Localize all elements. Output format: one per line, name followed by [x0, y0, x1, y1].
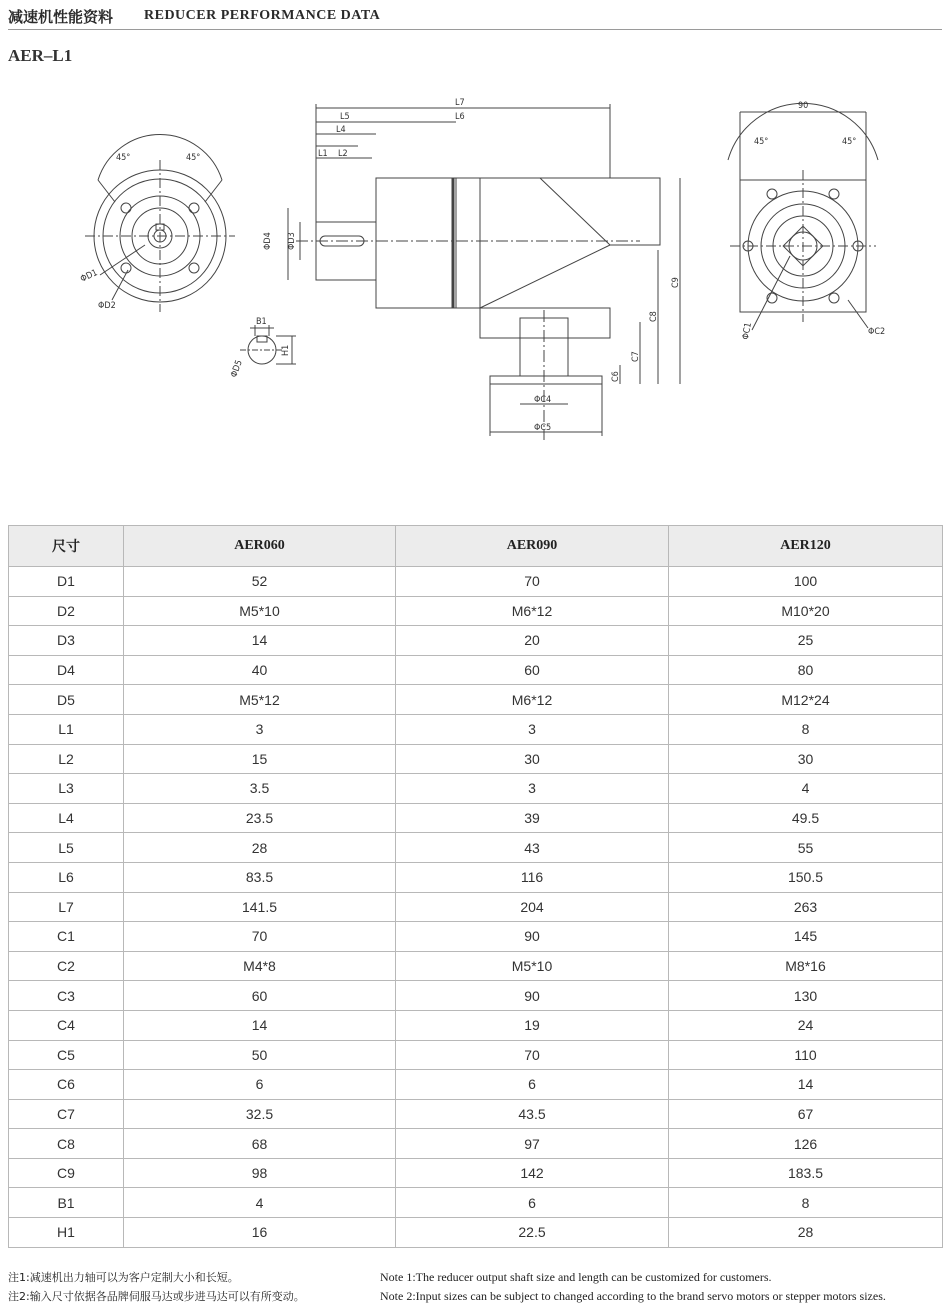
table-row	[9, 774, 943, 804]
table-row	[9, 714, 943, 744]
dimension-cell: L1	[9, 714, 124, 744]
value-cell: 52	[124, 567, 396, 597]
value-cell: 8	[669, 714, 943, 744]
table-row	[9, 981, 943, 1011]
dimension-cell: B1	[9, 1188, 124, 1218]
dimension-cell: D3	[9, 626, 124, 656]
dimension-cell: D4	[9, 655, 124, 685]
dim-d2: ΦD2	[98, 301, 116, 311]
dimension-cell: L6	[9, 862, 124, 892]
value-cell: 6	[396, 1070, 669, 1100]
dim-l4: L4	[336, 125, 346, 135]
dim-c6: C6	[611, 371, 621, 382]
value-cell: 263	[669, 892, 943, 922]
shaft-key-detail	[240, 325, 296, 364]
table-row	[9, 1188, 943, 1218]
table-header-row	[9, 526, 943, 567]
dim-c7: C7	[631, 351, 641, 362]
value-cell: 67	[669, 1099, 943, 1129]
value-cell: 14	[124, 1010, 396, 1040]
value-cell: 23.5	[124, 803, 396, 833]
value-cell: 3	[124, 714, 396, 744]
value-cell: 126	[669, 1129, 943, 1159]
value-cell: M5*10	[396, 951, 669, 981]
value-cell: 83.5	[124, 862, 396, 892]
dimension-cell: L2	[9, 744, 124, 774]
value-cell: 90	[396, 981, 669, 1011]
value-cell: M6*12	[396, 596, 669, 626]
dim-c2: ΦC2	[868, 327, 886, 337]
notes-en	[380, 1268, 886, 1306]
value-cell: 14	[669, 1070, 943, 1100]
table-row	[9, 596, 943, 626]
value-cell: 49.5	[669, 803, 943, 833]
table-row	[9, 892, 943, 922]
dim-l7: L7	[455, 98, 465, 108]
dim-c8: C8	[649, 311, 659, 322]
dimension-cell: L7	[9, 892, 124, 922]
performance-table	[8, 525, 943, 1248]
table-row	[9, 744, 943, 774]
value-cell: 70	[396, 567, 669, 597]
value-cell: 142	[396, 1158, 669, 1188]
table-row	[9, 1158, 943, 1188]
dim-d4: ΦD4	[263, 232, 273, 250]
dim-h1: H1	[281, 344, 291, 356]
note-en-2: Note 2:Input sizes can be subject to changed according to the brand servo motors or stepper motors sizes.	[380, 1289, 886, 1303]
dim-d3: ΦD3	[287, 232, 297, 250]
dimension-cell: C2	[9, 951, 124, 981]
value-cell: 20	[396, 626, 669, 656]
title-en: REDUCER PERFORMANCE DATA	[144, 8, 381, 23]
value-cell: M4*8	[124, 951, 396, 981]
value-cell: M10*20	[669, 596, 943, 626]
dimension-cell: C6	[9, 1070, 124, 1100]
table-row	[9, 1070, 943, 1100]
value-cell: 97	[396, 1129, 669, 1159]
dimension-cell: C7	[9, 1099, 124, 1129]
value-cell: 55	[669, 833, 943, 863]
table-row	[9, 655, 943, 685]
dim-c4: ΦC4	[534, 395, 552, 405]
note-cn-2: 注2:输入尺寸依据各品牌伺服马达或步进马达可以有所变动。	[8, 1290, 305, 1303]
dimension-cell: C8	[9, 1129, 124, 1159]
value-cell: 28	[669, 1218, 943, 1248]
value-cell: M6*12	[396, 685, 669, 715]
value-cell: 25	[669, 626, 943, 656]
dim-c1: ΦC1	[741, 321, 754, 341]
dimension-cell: D1	[9, 567, 124, 597]
table-row	[9, 1010, 943, 1040]
value-cell: 6	[124, 1070, 396, 1100]
value-cell: 130	[669, 981, 943, 1011]
dim-l5: L5	[340, 112, 350, 122]
value-cell: 98	[124, 1158, 396, 1188]
dimension-cell: C5	[9, 1040, 124, 1070]
table-row	[9, 626, 943, 656]
table-row	[9, 862, 943, 892]
value-cell: 40	[124, 655, 396, 685]
value-cell: 141.5	[124, 892, 396, 922]
value-cell: 3	[396, 774, 669, 804]
value-cell: 32.5	[124, 1099, 396, 1129]
value-cell: 68	[124, 1129, 396, 1159]
dim-angle-3: 45°	[754, 137, 769, 147]
table-row	[9, 1040, 943, 1070]
table-row	[9, 951, 943, 981]
value-cell: 70	[124, 922, 396, 952]
value-cell: 4	[124, 1188, 396, 1218]
value-cell: M12*24	[669, 685, 943, 715]
dim-l2: L2	[338, 149, 348, 159]
value-cell: 30	[669, 744, 943, 774]
dimension-cell: C1	[9, 922, 124, 952]
note-cn-1: 注1:减速机出力轴可以为客户定制大小和长短。	[8, 1271, 239, 1284]
value-cell: M5*10	[124, 596, 396, 626]
table-row	[9, 1129, 943, 1159]
value-cell: 90	[396, 922, 669, 952]
value-cell: 4	[669, 774, 943, 804]
dimension-cell: D2	[9, 596, 124, 626]
value-cell: 43	[396, 833, 669, 863]
dim-width: 90	[798, 101, 809, 111]
value-cell: M8*16	[669, 951, 943, 981]
header-aer120: AER120	[669, 526, 943, 567]
value-cell: 145	[669, 922, 943, 952]
header-aer090: AER090	[396, 526, 669, 567]
table-row	[9, 922, 943, 952]
value-cell: 8	[669, 1188, 943, 1218]
dim-l6: L6	[455, 112, 465, 122]
notes-cn	[8, 1268, 305, 1306]
dim-angle-4: 45°	[842, 137, 857, 147]
table-row	[9, 803, 943, 833]
dimension-cell: D5	[9, 685, 124, 715]
dim-d1: ΦD1	[79, 268, 100, 285]
value-cell: 80	[669, 655, 943, 685]
value-cell: 183.5	[669, 1158, 943, 1188]
value-cell: 24	[669, 1010, 943, 1040]
value-cell: 19	[396, 1010, 669, 1040]
table-row	[9, 1218, 943, 1248]
performance-table-wrap	[8, 525, 942, 1248]
dimension-cell: C9	[9, 1158, 124, 1188]
title-cn: 减速机性能资料	[8, 8, 114, 26]
drawing-svg	[0, 60, 950, 460]
value-cell: 6	[396, 1188, 669, 1218]
dim-c9: C9	[671, 277, 681, 288]
dimension-cell: L4	[9, 803, 124, 833]
value-cell: 50	[124, 1040, 396, 1070]
dim-l1: L1	[318, 149, 328, 159]
value-cell: 3	[396, 714, 669, 744]
dimension-cell: H1	[9, 1218, 124, 1248]
value-cell: 22.5	[396, 1218, 669, 1248]
value-cell: 39	[396, 803, 669, 833]
header-aer060: AER060	[124, 526, 396, 567]
table-row	[9, 685, 943, 715]
table-row	[9, 567, 943, 597]
value-cell: 3.5	[124, 774, 396, 804]
model-label: AER–L1	[8, 46, 73, 65]
value-cell: 43.5	[396, 1099, 669, 1129]
value-cell: 60	[396, 655, 669, 685]
value-cell: 116	[396, 862, 669, 892]
dimension-cell: C3	[9, 981, 124, 1011]
value-cell: 70	[396, 1040, 669, 1070]
dimension-cell: L3	[9, 774, 124, 804]
value-cell: 204	[396, 892, 669, 922]
value-cell: 28	[124, 833, 396, 863]
value-cell: 14	[124, 626, 396, 656]
value-cell: 16	[124, 1218, 396, 1248]
value-cell: 100	[669, 567, 943, 597]
output-flange-view	[85, 135, 235, 312]
note-en-1: Note 1:The reducer output shaft size and length can be customized for customers.	[380, 1270, 772, 1284]
header-dimension: 尺寸	[9, 526, 124, 567]
value-cell: 30	[396, 744, 669, 774]
dim-angle-2: 45°	[186, 153, 201, 163]
dim-b1: B1	[256, 317, 267, 327]
dim-angle-1: 45°	[116, 153, 131, 163]
value-cell: 15	[124, 744, 396, 774]
dim-d5: ΦD5	[229, 358, 245, 380]
table-row	[9, 1099, 943, 1129]
technical-drawing	[0, 60, 950, 460]
page-header	[8, 4, 942, 30]
dimension-cell: L5	[9, 833, 124, 863]
value-cell: 60	[124, 981, 396, 1011]
dimension-cell: C4	[9, 1010, 124, 1040]
dim-c5: ΦC5	[534, 423, 552, 433]
table-row	[9, 833, 943, 863]
value-cell: 150.5	[669, 862, 943, 892]
value-cell: 110	[669, 1040, 943, 1070]
value-cell: M5*12	[124, 685, 396, 715]
